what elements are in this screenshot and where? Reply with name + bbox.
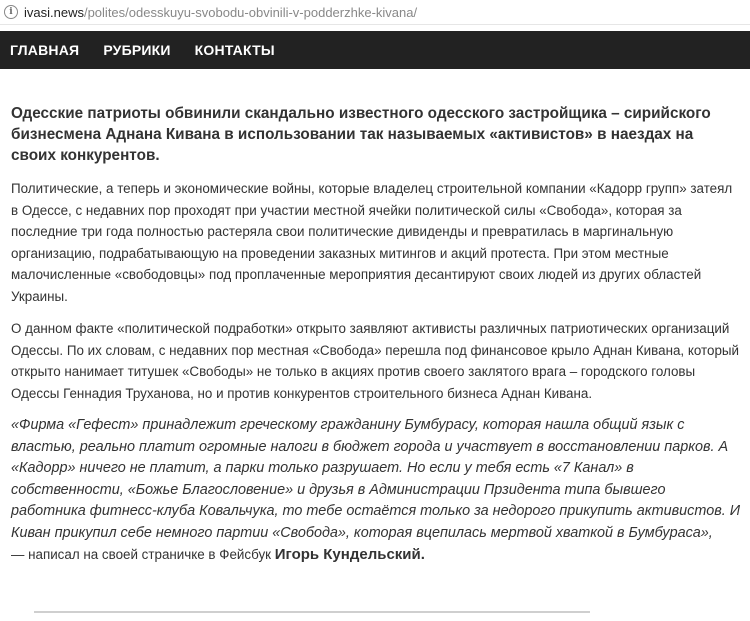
article-lead: Одесские патриоты обвинили скандально известного одесского застройщика – сирийского бизнесмена Аднана Кивана в использовании так называемых «активистов» в наездах на своих конкурентов. xyxy=(11,105,711,164)
main-navigation xyxy=(0,31,750,69)
attribution-text: — написал на своей страничке в Фейсбук xyxy=(11,547,271,562)
url-text[interactable] xyxy=(24,5,417,20)
article-paragraph: О данном факте «политической подработки» открыто заявляют активисты различных патриотических организаций Одессы. По их словам, с недавних пор местная «Свобода» перешла под финансовое крыло Аднан Кивана, который открыто нанимает титушек «Свободы» не только в акциях против своего заклятого врага – городского головы Одессы Геннадия Труханова, но и против конкурентов строительного бизнеса Аднан Кивана. xyxy=(11,321,739,401)
quote-attribution xyxy=(11,544,741,566)
info-icon[interactable]: i xyxy=(4,5,18,19)
article-quote: «Фирма «Гефест» принадлежит греческому гражданину Бумбурасу, которая нашла общий язык с властью, реально платит огромные налоги в бюджет города и участвует в восстановлении парков. А «Кадорр» ничего не платит, а парки только разрушает. Но если у тебя есть «7 Канал» в собственности, «Божье Благословение» и друзья в Администрации Прзидента типа бывшего работника фитнесс-клуба Ковальчука, то тебе остаётся только за недорого прикупить активистов. И Киван прикупил себе немного партии «Свобода», которая вцепилась мертвой хваткой в Бумбураса», xyxy=(11,417,741,541)
url-domain: ivasi.news xyxy=(24,4,84,20)
content-divider xyxy=(34,611,590,613)
nav-item-categories[interactable]: РУБРИКИ xyxy=(103,42,171,58)
nav-item-contacts[interactable]: КОНТАКТЫ xyxy=(194,42,275,58)
url-path: /polites/odesskuyu-svobodu-obvinili-v-podderzhke-kivana/ xyxy=(83,4,418,20)
article-paragraph: Политические, а теперь и экономические войны, которые владелец строительной компании «Кадорр групп» затеял в Одессе, с недавних пор проходят при участии местной ячейки политической силы «Свобода», которая за последние три года полностью растеряла свои политические дивиденды и превратилась в маргинальную организацию, подрабатывающую на проведении заказных митингов и акций протеста. При этом местные малочисленные «свободовцы» под проплаченные мероприятия десантируют своих людей из других областей Украины. xyxy=(11,181,733,304)
quote-author: Игорь Кундельский. xyxy=(274,546,425,563)
article-body xyxy=(11,103,741,566)
nav-item-home[interactable]: ГЛАВНАЯ xyxy=(10,42,80,58)
address-bar[interactable] xyxy=(0,0,750,25)
